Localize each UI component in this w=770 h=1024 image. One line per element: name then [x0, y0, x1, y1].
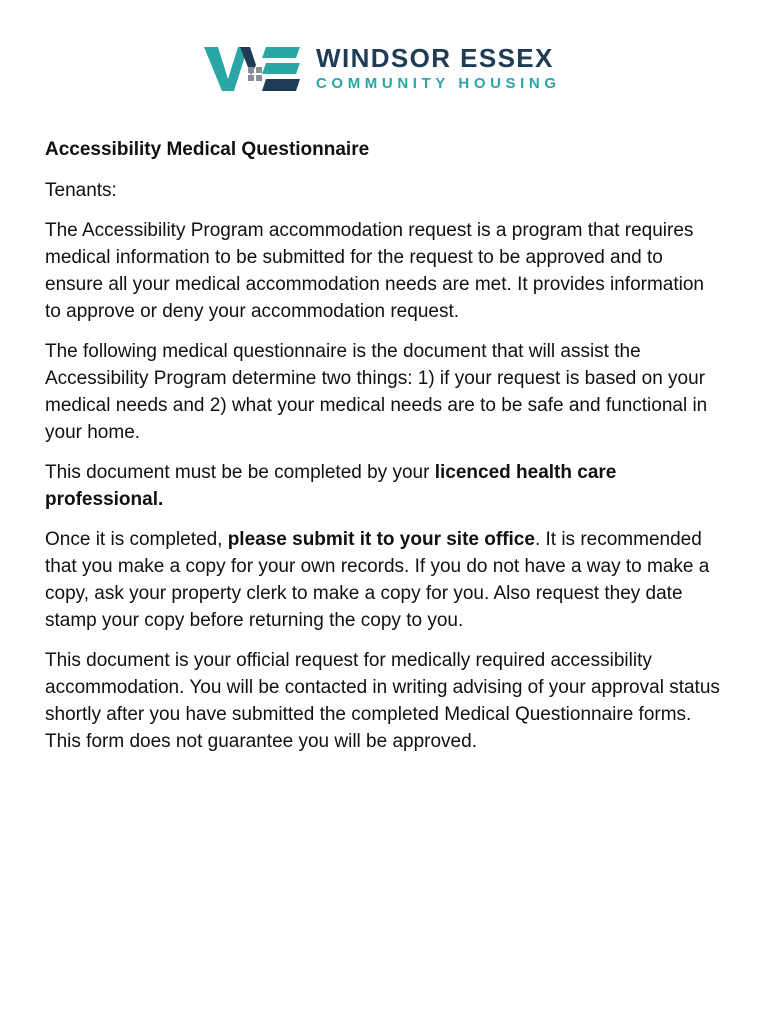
wech-logo-icon — [204, 45, 304, 93]
submission-text-end: . It is recommended that you make a copy for your own records. If you do not have a way to make a copy, ask your property clerk to make a copy for you. Also request they date stamp your copy before returning the copy to you. — [45, 529, 710, 631]
paragraph-program-description: The Accessibility Program accommodation request is a program that requires medical information to be submitted for the request to be approved and to ensure all your medical accommodation needs are met. It provides information to approve or deny your accommodation request. — [45, 220, 704, 322]
completion-emphasis: licenced health care professional. — [45, 462, 617, 510]
logo-subtitle: COMMUNITY HOUSING — [316, 75, 561, 92]
submission-emphasis: please submit it to your site office — [227, 529, 535, 550]
salutation: Tenants: — [45, 180, 117, 201]
paragraph-official-request: This document is your official request for medically required accessibility accommodation. You will be contacted in writing advising of your approval status shortly after you have submitted the completed Medical Questionnaire forms. This form does not guarantee you will be approved. — [45, 650, 720, 752]
completion-text: This document must be be completed by your — [45, 462, 435, 483]
document-body — [45, 136, 725, 768]
paragraph-submission-instructions — [45, 526, 725, 634]
paragraph-questionnaire-purpose: The following medical questionnaire is the document that will assist the Accessibility Program determine two things: 1) if your request is based on your medical needs and 2) what your medical needs are to be safe and functional in your home. — [45, 341, 708, 443]
submission-text-start: Once it is completed, — [45, 529, 228, 550]
document-title: Accessibility Medical Questionnaire — [45, 139, 370, 160]
logo-name: WINDSOR ESSEX — [316, 43, 554, 73]
organization-logo — [204, 44, 561, 94]
paragraph-completion-requirement — [45, 459, 725, 513]
